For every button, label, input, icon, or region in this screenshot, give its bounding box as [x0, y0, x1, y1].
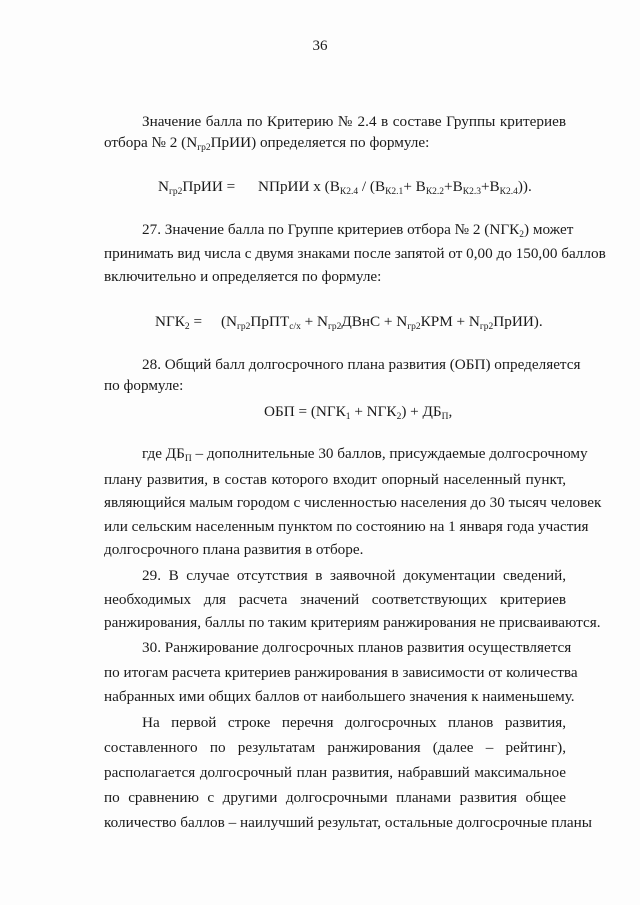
text-line: по сравнению с другими долгосрочными планами развития общее	[104, 789, 566, 806]
text-line: Значение балла по Критерию № 2.4 в составе Группы критериев	[142, 113, 566, 130]
text-line: плану развития, в состав которого входит опорный населенный пункт,	[104, 471, 566, 488]
text-line: 28. Общий балл долгосрочного плана развития (ОБП) определяется	[142, 356, 581, 373]
text-line: набранных ими общих баллов от наибольшего значения к наименьшему.	[104, 688, 575, 705]
text-line: по итогам расчета критериев ранжирования в зависимости от количества	[104, 664, 578, 681]
formula-ngk2: $NГК_2$ = ($N_{гр2}ПрПТ_{с/х}$ + $N_{гр2}ДВнС + N_{гр2}КРМ$ + $N_{гр2}ПрИИ$).	[155, 313, 543, 332]
text-line: отбора № 2 $(N_{гр2}ПрИИ)$ определяется по формуле:	[104, 134, 430, 153]
text-line: по формуле:	[104, 377, 184, 394]
text-line: где $ДБ_П$ – дополнительные 30 баллов, присуждаемые долгосрочному	[142, 445, 588, 464]
text-line: 30. Ранжирование долгосрочных планов развития осуществляется	[142, 639, 572, 656]
formula-nprii: $N_{гр2}ПрИИ$ = NПрИИ x $(В_{К2.4} / (В_{К2.1}+ В_{К2.2}+В_{К2.3}+В_{К2.4}))$.	[158, 178, 532, 197]
text-line: принимать вид числа с двумя знаками после запятой от 0,00 до 150,00 баллов	[104, 245, 606, 262]
page-number: 36	[312, 38, 328, 54]
text-line: 29. В случае отсутствия в заявочной документации сведений,	[142, 567, 566, 584]
text-line: располагается долгосрочный план развития, набравший максимальное	[104, 764, 566, 781]
text-line: На первой строке перечня долгосрочных планов развития,	[142, 714, 566, 731]
text-line: ранжирования, баллы по таким критериям ранжирования не присваиваются.	[104, 614, 601, 631]
text-line: составленного по результатам ранжирования (далее – рейтинг),	[104, 739, 566, 756]
text-line: долгосрочного плана развития в отборе.	[104, 541, 364, 558]
text-line: включительно и определяется по формуле:	[104, 268, 382, 285]
text-line: или сельским населенным пунктом по состоянию на 1 января года участия	[104, 518, 589, 535]
text-line: являющийся малым городом с численностью населения до 30 тысяч человек	[104, 494, 602, 511]
text-line: 27. Значение балла по Группе критериев отбора № 2 $(NГК_2)$ может	[142, 221, 574, 240]
text-line: количество баллов – наилучший результат, остальные долгосрочные планы	[104, 814, 593, 831]
formula-obp: ОБП = $(NГК_1 + NГК_2) + ДБ_П$,	[264, 403, 453, 422]
text-line: необходимых для расчета значений соответствующих критериев	[104, 591, 566, 608]
